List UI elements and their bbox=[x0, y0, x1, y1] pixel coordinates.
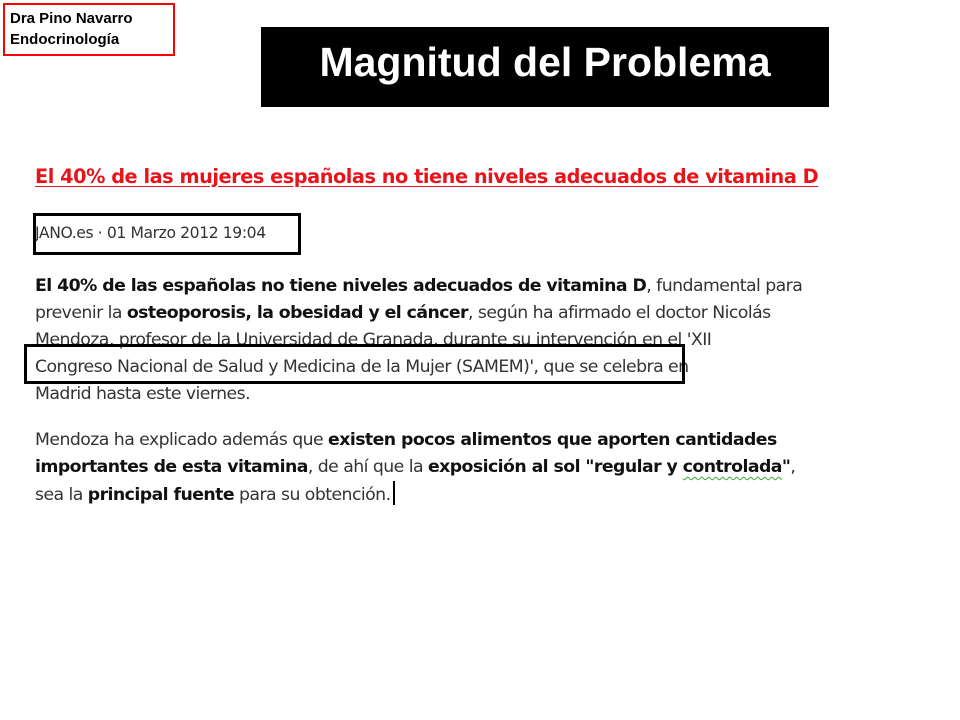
paragraph-line: Mendoza ha explicado además que existen pocos alimentos que aporten cantidades bbox=[35, 430, 777, 450]
highlight-box-congress bbox=[24, 344, 685, 384]
paragraph-line: sea la principal fuente para su obtención. bbox=[35, 481, 947, 509]
paragraph-line: Congreso Nacional de Salud y Medicina de la Mujer (SAMEM)', que se celebra en bbox=[35, 357, 689, 377]
paragraph-line: Madrid hasta este viernes. bbox=[35, 384, 251, 404]
highlight-box-source-date bbox=[33, 213, 301, 255]
article-paragraph-1 bbox=[35, 273, 947, 408]
author-name: Dra Pino Navarro bbox=[10, 10, 133, 27]
article-headline: El 40% de las mujeres españolas no tiene niveles adecuados de vitamina D bbox=[35, 165, 819, 188]
author-label bbox=[3, 3, 175, 56]
text-cursor bbox=[393, 481, 395, 505]
article-screenshot bbox=[35, 162, 947, 505]
slide-title bbox=[261, 27, 829, 107]
paragraph-line: prevenir la osteoporosis, la obesidad y el cáncer, según ha afirmado el doctor Nicolás bbox=[35, 303, 771, 323]
article-paragraph-2 bbox=[35, 427, 947, 509]
article-source-date: JANO.es · 01 Marzo 2012 19:04 bbox=[35, 224, 266, 242]
spellcheck-underline: controlada bbox=[682, 457, 782, 477]
author-specialty: Endocrinología bbox=[10, 31, 120, 48]
slide-title-text: Magnitud del Problema bbox=[319, 38, 771, 85]
paragraph-line: Mendoza, profesor de la Universidad de Granada, durante su intervención en el 'XII bbox=[35, 330, 712, 350]
paragraph-line: El 40% de las españolas no tiene niveles adecuados de vitamina D, fundamental para bbox=[35, 276, 803, 296]
paragraph-line: importantes de esta vitamina, de ahí que la exposición al sol "regular y controlada", bbox=[35, 457, 796, 477]
